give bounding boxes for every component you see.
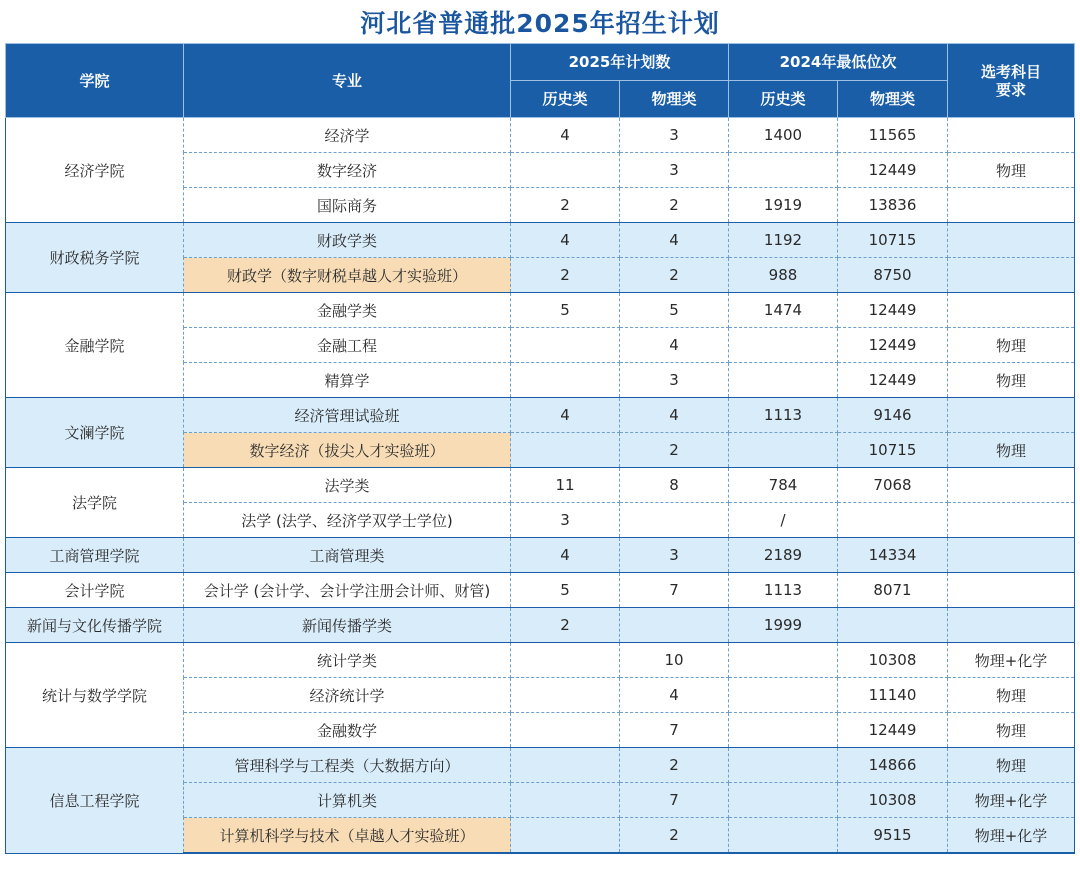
- plan-physics-cell: 4: [620, 398, 729, 433]
- rank-physics-cell: [838, 503, 948, 538]
- table-row: [6, 573, 1075, 608]
- rank-history-cell: 2189: [729, 538, 838, 573]
- plan-history-cell: [511, 643, 620, 678]
- plan-physics-cell: 2: [620, 258, 729, 293]
- subject-requirement-cell: 物理+化学: [948, 818, 1075, 854]
- subject-requirement-cell: 物理: [948, 433, 1075, 468]
- table-body: [6, 118, 1075, 854]
- rank-history-cell: [729, 363, 838, 398]
- major-cell: 数字经济: [184, 153, 511, 188]
- rank-history-cell: [729, 748, 838, 783]
- subject-requirement-cell: [948, 188, 1075, 223]
- rank-history-cell: 784: [729, 468, 838, 503]
- rank-history-cell: /: [729, 503, 838, 538]
- college-cell: 文澜学院: [6, 398, 184, 468]
- table-row: [6, 398, 1075, 433]
- major-cell: 经济学: [184, 118, 511, 153]
- subject-requirement-cell: [948, 468, 1075, 503]
- rank-history-cell: [729, 643, 838, 678]
- plan-physics-cell: 3: [620, 118, 729, 153]
- plan-physics-cell: 7: [620, 783, 729, 818]
- major-cell: 金融数学: [184, 713, 511, 748]
- major-cell: 精算学: [184, 363, 511, 398]
- plan-history-cell: [511, 678, 620, 713]
- plan-physics-cell: 4: [620, 678, 729, 713]
- plan-history-cell: 5: [511, 573, 620, 608]
- plan-physics-cell: 2: [620, 818, 729, 854]
- college-cell: 经济学院: [6, 118, 184, 223]
- subject-requirement-cell: 物理+化学: [948, 643, 1075, 678]
- subject-requirement-cell: [948, 223, 1075, 258]
- college-cell: 统计与数学学院: [6, 643, 184, 748]
- rank-physics-cell: 12449: [838, 363, 948, 398]
- major-cell: 统计学类: [184, 643, 511, 678]
- major-cell: 法学类: [184, 468, 511, 503]
- rank-physics-cell: [838, 608, 948, 643]
- major-cell: 法学 (法学、经济学双学士学位): [184, 503, 511, 538]
- rank-history-cell: 1400: [729, 118, 838, 153]
- plan-history-cell: [511, 153, 620, 188]
- rank-physics-cell: 12449: [838, 328, 948, 363]
- table-row: [6, 608, 1075, 643]
- rank-history-cell: 1113: [729, 573, 838, 608]
- major-cell: 计算机科学与技术（卓越人才实验班）: [184, 818, 511, 854]
- plan-physics-cell: 3: [620, 153, 729, 188]
- rank-physics-cell: 12449: [838, 293, 948, 328]
- subject-requirement-cell: 物理: [948, 153, 1075, 188]
- plan-history-cell: 5: [511, 293, 620, 328]
- header-rank-physics: 物理类: [838, 81, 948, 118]
- table-row: [6, 468, 1075, 503]
- subject-requirement-cell: 物理: [948, 713, 1075, 748]
- table-row: [6, 538, 1075, 573]
- major-cell: 管理科学与工程类（大数据方向）: [184, 748, 511, 783]
- rank-history-cell: 1113: [729, 398, 838, 433]
- rank-history-cell: [729, 433, 838, 468]
- header-rank-2024: 2024年最低位次: [729, 44, 948, 81]
- plan-history-cell: [511, 433, 620, 468]
- plan-history-cell: [511, 713, 620, 748]
- plan-history-cell: 4: [511, 118, 620, 153]
- plan-history-cell: [511, 363, 620, 398]
- plan-history-cell: [511, 328, 620, 363]
- subject-requirement-cell: [948, 118, 1075, 153]
- major-cell: 金融学类: [184, 293, 511, 328]
- rank-physics-cell: 13836: [838, 188, 948, 223]
- rank-physics-cell: 10715: [838, 433, 948, 468]
- rank-history-cell: [729, 783, 838, 818]
- plan-physics-cell: 2: [620, 433, 729, 468]
- subject-requirement-cell: 物理: [948, 678, 1075, 713]
- rank-physics-cell: 14334: [838, 538, 948, 573]
- plan-history-cell: 2: [511, 188, 620, 223]
- plan-history-cell: 2: [511, 608, 620, 643]
- subject-requirement-cell: [948, 608, 1075, 643]
- major-cell: 财政学（数字财税卓越人才实验班）: [184, 258, 511, 293]
- plan-physics-cell: [620, 608, 729, 643]
- rank-history-cell: 1919: [729, 188, 838, 223]
- plan-physics-cell: [620, 503, 729, 538]
- plan-history-cell: [511, 783, 620, 818]
- major-cell: 会计学 (会计学、会计学注册会计师、财管): [184, 573, 511, 608]
- table-row: [6, 293, 1075, 328]
- plan-physics-cell: 4: [620, 328, 729, 363]
- rank-history-cell: [729, 818, 838, 854]
- header-plan-physics: 物理类: [620, 81, 729, 118]
- admission-plan-table: [5, 43, 1075, 854]
- plan-physics-cell: 2: [620, 188, 729, 223]
- rank-physics-cell: 14866: [838, 748, 948, 783]
- college-cell: 信息工程学院: [6, 748, 184, 854]
- rank-physics-cell: 8750: [838, 258, 948, 293]
- subject-requirement-cell: 物理: [948, 748, 1075, 783]
- table-row: [6, 223, 1075, 258]
- plan-history-cell: 3: [511, 503, 620, 538]
- rank-physics-cell: 12449: [838, 713, 948, 748]
- subject-requirement-cell: 物理+化学: [948, 783, 1075, 818]
- subject-requirement-cell: [948, 293, 1075, 328]
- plan-physics-cell: 5: [620, 293, 729, 328]
- plan-physics-cell: 2: [620, 748, 729, 783]
- plan-history-cell: 4: [511, 398, 620, 433]
- rank-physics-cell: 10715: [838, 223, 948, 258]
- subject-requirement-cell: [948, 398, 1075, 433]
- major-cell: 工商管理类: [184, 538, 511, 573]
- subject-requirement-cell: [948, 503, 1075, 538]
- rank-history-cell: [729, 328, 838, 363]
- plan-history-cell: 4: [511, 223, 620, 258]
- rank-physics-cell: 10308: [838, 783, 948, 818]
- rank-history-cell: 988: [729, 258, 838, 293]
- major-cell: 数字经济（拔尖人才实验班）: [184, 433, 511, 468]
- college-cell: 工商管理学院: [6, 538, 184, 573]
- rank-physics-cell: 11140: [838, 678, 948, 713]
- subject-requirement-cell: [948, 258, 1075, 293]
- rank-physics-cell: 7068: [838, 468, 948, 503]
- rank-physics-cell: 9146: [838, 398, 948, 433]
- rank-physics-cell: 8071: [838, 573, 948, 608]
- major-cell: 经济管理试验班: [184, 398, 511, 433]
- table-row: [6, 748, 1075, 783]
- major-cell: 新闻传播学类: [184, 608, 511, 643]
- plan-physics-cell: 10: [620, 643, 729, 678]
- table-row: [6, 643, 1075, 678]
- rank-history-cell: 1999: [729, 608, 838, 643]
- plan-history-cell: [511, 748, 620, 783]
- plan-history-cell: 11: [511, 468, 620, 503]
- header-subject-requirement-text: 选考科目要求: [980, 62, 1041, 99]
- rank-history-cell: [729, 153, 838, 188]
- header-subject-requirement: [948, 44, 1075, 118]
- header-plan-history: 历史类: [511, 81, 620, 118]
- major-cell: 金融工程: [184, 328, 511, 363]
- major-cell: 经济统计学: [184, 678, 511, 713]
- plan-physics-cell: 3: [620, 363, 729, 398]
- subject-requirement-cell: 物理: [948, 328, 1075, 363]
- plan-physics-cell: 3: [620, 538, 729, 573]
- plan-history-cell: 2: [511, 258, 620, 293]
- rank-physics-cell: 9515: [838, 818, 948, 854]
- college-cell: 新闻与文化传播学院: [6, 608, 184, 643]
- subject-requirement-cell: [948, 538, 1075, 573]
- page-title: 河北省普通批2025年招生计划: [360, 9, 720, 38]
- rank-physics-cell: 12449: [838, 153, 948, 188]
- plan-history-cell: [511, 818, 620, 854]
- major-cell: 国际商务: [184, 188, 511, 223]
- header-plan-2025: 2025年计划数: [511, 44, 729, 81]
- college-cell: 金融学院: [6, 293, 184, 398]
- rank-history-cell: [729, 678, 838, 713]
- rank-physics-cell: 10308: [838, 643, 948, 678]
- plan-physics-cell: 8: [620, 468, 729, 503]
- plan-history-cell: 4: [511, 538, 620, 573]
- college-cell: 法学院: [6, 468, 184, 538]
- plan-physics-cell: 4: [620, 223, 729, 258]
- major-cell: 财政学类: [184, 223, 511, 258]
- major-cell: 计算机类: [184, 783, 511, 818]
- rank-history-cell: 1192: [729, 223, 838, 258]
- rank-history-cell: 1474: [729, 293, 838, 328]
- header-college: 学院: [6, 44, 184, 118]
- rank-history-cell: [729, 713, 838, 748]
- college-cell: 会计学院: [6, 573, 184, 608]
- header-major: 专业: [184, 44, 511, 118]
- rank-physics-cell: 11565: [838, 118, 948, 153]
- subject-requirement-cell: 物理: [948, 363, 1075, 398]
- header-rank-history: 历史类: [729, 81, 838, 118]
- subject-requirement-cell: [948, 573, 1075, 608]
- plan-physics-cell: 7: [620, 713, 729, 748]
- plan-physics-cell: 7: [620, 573, 729, 608]
- college-cell: 财政税务学院: [6, 223, 184, 293]
- table-row: [6, 118, 1075, 153]
